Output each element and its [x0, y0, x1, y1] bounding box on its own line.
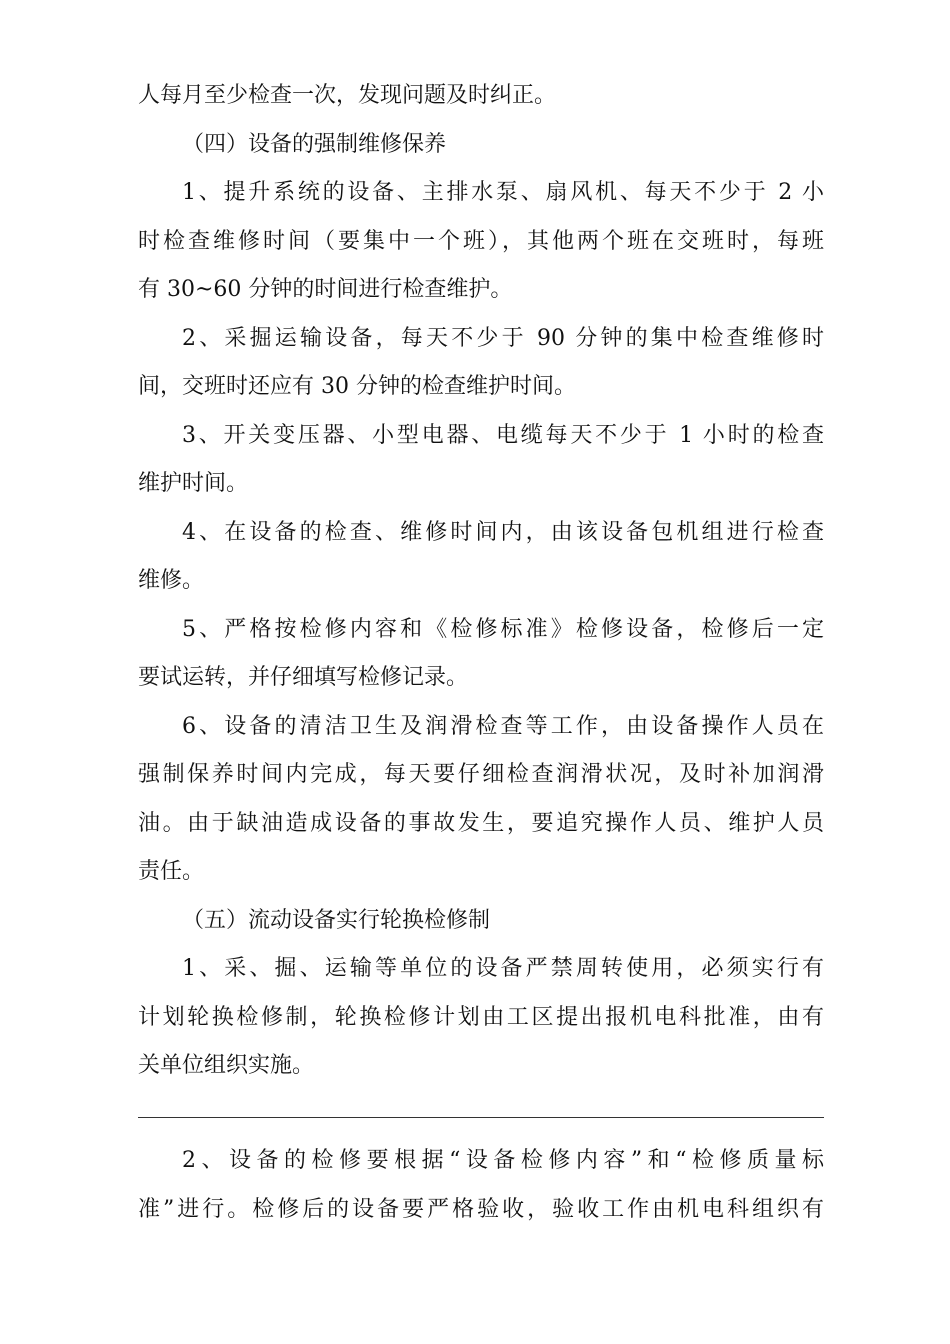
item-4-3-line-1: 3、开关变压器、小型电器、电缆每天不少于 1 小时的检查 [182, 422, 824, 448]
page-divider-line [138, 1117, 824, 1118]
item-4-1-line-3: 有 30~60 分钟的时间进行检查维护。 [138, 277, 513, 302]
item-4-4-line-1: 4、在设备的检查、维修时间内，由该设备包机组进行检查 [182, 519, 824, 545]
item-4-6-line-3: 油。由于缺油造成设备的事故发生，要追究操作人员、维护人员 [138, 810, 824, 836]
item-5-2-line-2: 准”进行。检修后的设备要严格验收，验收工作由机电科组织有 [138, 1196, 824, 1222]
item-4-5-line-1: 5、严格按检修内容和《检修标准》检修设备，检修后一定 [182, 616, 824, 642]
section-heading-5: （五）流动设备实行轮换检修制 [182, 907, 491, 933]
document-page-body [138, 72, 824, 1091]
paragraph-continuation-line: 人每月至少检查一次，发现问题及时纠正。 [138, 83, 557, 108]
item-4-1-line-1: 1、提升系统的设备、主排水泵、扇风机、每天不少于 2 小 [182, 180, 824, 205]
item-4-3-line-2: 维护时间。 [138, 471, 249, 496]
section-heading-4: （四）设备的强制维修保养 [182, 131, 447, 157]
item-4-1-line-2: 时检查维修时间（要集中一个班），其他两个班在交班时，每班 [138, 228, 824, 254]
item-4-2-line-2: 间，交班时还应有 30 分钟的检查维护时间。 [138, 374, 576, 399]
item-4-2-line-1: 2、采掘运输设备，每天不少于 90 分钟的集中检查维修时 [182, 325, 824, 351]
item-4-4-line-2: 维修。 [138, 568, 205, 593]
item-5-1-line-1: 1、采、掘、运输等单位的设备严禁周转使用，必须实行有 [182, 956, 824, 981]
item-4-5-line-2: 要试运转，并仔细填写检修记录。 [138, 665, 469, 690]
item-4-6-line-1: 6、设备的清洁卫生及润滑检查等工作，由设备操作人员在 [182, 713, 824, 739]
item-4-6-line-2: 强制保养时间内完成，每天要仔细检查润滑状况，及时补加润滑 [138, 762, 824, 787]
item-5-2-line-1: 2、设备的检修要根据“设备检修内容”和“检修质量标 [182, 1148, 824, 1173]
item-4-6-line-4: 责任。 [138, 859, 205, 884]
document-page-body-continued [138, 1137, 824, 1234]
item-5-1-line-3: 关单位组织实施。 [138, 1053, 315, 1078]
item-5-1-line-2: 计划轮换检修制，轮换检修计划由工区提出报机电科批准，由有 [138, 1004, 824, 1030]
